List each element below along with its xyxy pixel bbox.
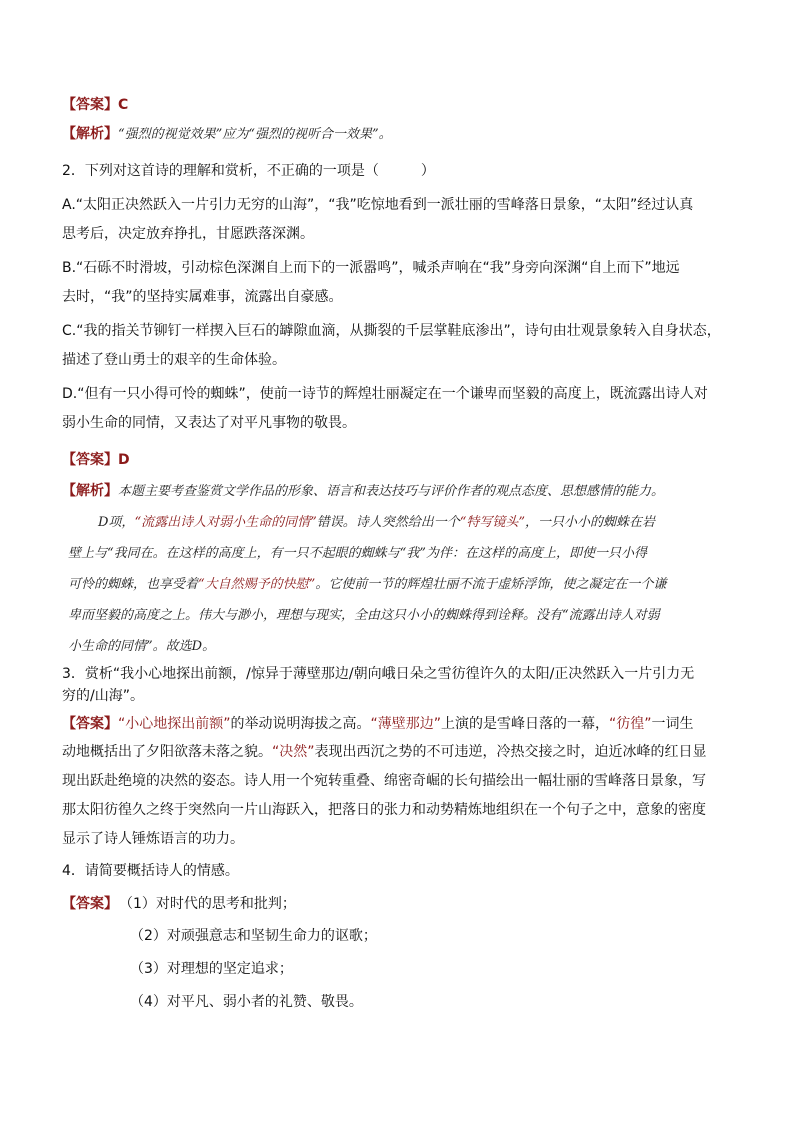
q3-answer-line-1 <box>62 714 742 734</box>
q2-option-c-2: 描述了登山勇士的艰辛的生命体验。 <box>62 352 286 368</box>
answer-tag: 【答案】 <box>62 97 118 113</box>
q2-option-c-1: C.“我的指关节铆钉一样揳入巨石的罅隙血滴，从撕裂的千层掌鞋底渗出”，诗句由壮观景象转入自身状态， <box>62 323 721 339</box>
q2-analysis-2c: 错误。诗人突然给出一个 <box>316 515 460 530</box>
q3-ans-1e: “彷徨” <box>609 716 652 732</box>
q3-answer-line-5: 显示了诗人锤炼语言的功力。 <box>62 831 244 847</box>
q2-analysis-6: 小生命的同情”。故选D。 <box>68 639 216 654</box>
q2-analysis-line-5 <box>68 605 748 626</box>
q2-analysis-line-3 <box>68 543 748 564</box>
q3-stem-1: 3．赏析“我小心地探出前额，/惊异于薄壁那边/朝向峨日朵之雪彷徨许久的太阳/正决然跃入一片引力无 <box>62 666 695 682</box>
q4-item-3: （3）对理想的坚定追求； <box>130 961 293 977</box>
q2-option-b-2: 去时，“我”的坚持实属难事，流露出自豪感。 <box>62 289 343 305</box>
q3-ans-2b: “决然” <box>272 744 315 760</box>
q2-analysis-2d: “特写镜头” <box>459 515 526 530</box>
q3-ans-2a: 动地概括出了夕阳欲落未落之貌。 <box>62 744 272 760</box>
q3-stem-2: 穷的/山海”。 <box>62 688 144 704</box>
q2-answer: D <box>118 452 130 468</box>
q2-analysis-line-1 <box>62 481 742 502</box>
q3-ans-1f: 一词生 <box>651 716 694 732</box>
q2-analysis-line-6 <box>68 636 748 657</box>
q3-ans-1c: “薄壁那边” <box>370 716 442 732</box>
q2-analysis-line-4 <box>68 574 748 595</box>
q1-analysis-line <box>62 124 742 145</box>
q2-analysis-2e: ，一只小小的蜘蛛在岩 <box>525 515 656 530</box>
q2-option-d-1: D.“但有一只小得可怜的蜘蛛”，使前一诗节的辉煌壮丽凝定在一个谦卑而坚毅的高度上，既流露出诗人对 <box>62 386 708 402</box>
q3-ans-1a: “小心地探出前额” <box>118 716 231 732</box>
q3-answer-line-4: 那太阳彷徨久之终于突然向一片山海跃入，把落日的张力和动势精炼地组织在一个句子之中，意象的密度 <box>62 802 706 818</box>
q2-analysis-2b: “流露出诗人对弱小生命的同情” <box>134 515 317 530</box>
analysis-tag: 【解析】 <box>62 483 118 499</box>
q2-analysis-3: 壁上与“我同在。在这样的高度上，有一只不起眼的蜘蛛与“我”为伴：在这样的高度上，即使一只小得 <box>68 546 647 561</box>
q4-item-4: （4）对平凡、弱小者的礼赞、敬畏。 <box>130 994 363 1010</box>
answer-tag: 【答案】 <box>62 896 118 912</box>
q4-answer-line <box>62 894 742 914</box>
q2-analysis-4a: 可怜的蜘蛛，也享受着 <box>68 577 199 592</box>
q4-stem: 4．请简要概括诗人的情感。 <box>62 863 239 879</box>
q1-answer: C <box>118 97 129 113</box>
q2-analysis-5: 卑而坚毅的高度之上。伟大与渺小，理想与现实，全由这只小小的蜘蛛得到诠释。没有“流露出诗人对弱 <box>68 608 660 623</box>
q2-analysis-2a: D项， <box>98 515 135 530</box>
q2-option-d-2: 弱小生命的同情，又表达了对平凡事物的敬畏。 <box>62 415 356 431</box>
q2-analysis-4b: “大自然赐予的快慰” <box>198 577 316 592</box>
answer-tag: 【答案】 <box>62 452 118 468</box>
q2-option-a-1: A.“太阳正决然跃入一片引力无穷的山海”，“我”吃惊地看到一派壮丽的雪峰落日景象，“太阳”经过认真 <box>62 197 694 213</box>
q2-option-b-1: B.“石砾不时滑坡，引动棕色深渊自上而下的一派嚣鸣”，喊杀声响在“我”身旁向深渊“自上而下”地远 <box>62 260 680 276</box>
q2-answer-line <box>62 450 742 470</box>
q2-stem: 2．下列对这首诗的理解和赏析，不正确的一项是（ ） <box>62 163 435 179</box>
q3-ans-1b: 的举动说明海拔之高。 <box>230 716 371 732</box>
q3-answer-line-2 <box>62 742 742 762</box>
analysis-tag: 【解析】 <box>62 126 118 142</box>
q2-analysis-1: 本题主要考查鉴赏文学作品的形象、语言和表达技巧与评价作者的观点态度、思想感情的能力。 <box>118 484 665 499</box>
q2-analysis-4c: 。它使前一节的辉煌壮丽不流于虚矫浮饰，使之凝定在一个谦 <box>315 577 667 592</box>
q3-ans-2c: 表现出西沉之势的不可违逆，冷热交接之时，迫近冰峰的红日显 <box>314 744 707 760</box>
q3-answer-line-3: 现出跃赴绝境的决然的姿态。诗人用一个宛转重叠、绵密奇崛的长句描绘出一幅壮丽的雪峰落日景象，写 <box>62 773 706 789</box>
q1-answer-line <box>62 95 742 115</box>
q4-item-1: （1）对时代的思考和批判； <box>126 896 296 912</box>
q4-item-2: （2）对顽强意志和坚韧生命力的讴歌； <box>130 928 377 944</box>
q3-ans-1d: 上演的是雪峰日落的一幕， <box>441 716 610 732</box>
q1-analysis: “强烈的视觉效果”应为“强烈的视听合一效果”。 <box>118 127 392 142</box>
q2-option-a-2: 思考后，决定放弃挣扎，甘愿跌落深渊。 <box>62 226 314 242</box>
answer-tag: 【答案】 <box>62 716 118 732</box>
q2-analysis-line-2 <box>98 512 778 533</box>
